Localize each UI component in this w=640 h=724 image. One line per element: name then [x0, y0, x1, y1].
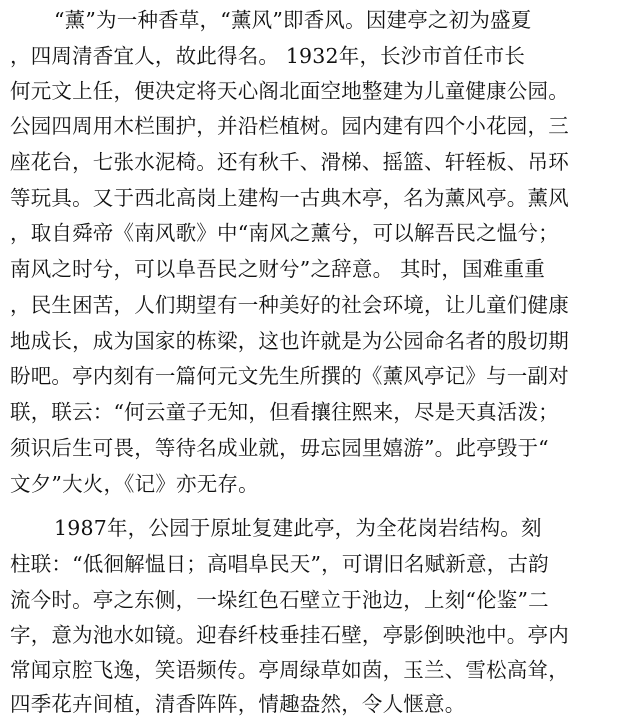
paragraph-line: 流今时。亭之东侧，一垛红色石壁立于池边，上刻“伦鉴”二	[10, 588, 549, 612]
paragraph-line: 南风之时兮，可以阜吾民之财兮”之辞意。 其时，国难重重	[10, 257, 545, 281]
paragraph-line: 文夕”大火，《记》亦无存。	[10, 472, 259, 496]
paragraph-line: 常闻京腔飞逸，笑语频传。亭周绿草如茵，玉兰、雪松高耸，	[10, 658, 569, 682]
paragraph-line: 何元文上任，便决定将天心阁北面空地整建为儿童健康公园。	[10, 79, 569, 103]
paragraph-line: 等玩具。又于西北高岗上建构一古典木亭，名为薰风亭。薰风	[10, 186, 569, 210]
paragraph-line: 地成长，成为国家的栋梁，这也许就是为公园命名者的殷切期	[10, 329, 569, 353]
paragraph-line: “薰”为一种香草，“薰风”即香风。因建亭之初为盛夏	[54, 8, 532, 32]
paragraph-line: ，民生困苦，人们期望有一种美好的社会环境，让儿童们健康	[10, 293, 569, 317]
paragraph-line: ，四周清香宜人，故此得名。 1932年，长沙市首任市长	[10, 44, 526, 68]
paragraph-line: 公园四周用木栏围护，并沿栏植树。园内建有四个小花园，三	[10, 114, 569, 138]
paragraph-line: 须识后生可畏，等待名成业就，毋忘园里嬉游”。此亭毁于“	[10, 436, 549, 460]
paragraph-line: 1987年，公园于原址复建此亭，为全花岗岩结构。刻	[54, 516, 542, 540]
paragraph-line: ，取自舜帝《南风歌》中“南风之薰兮，可以解吾民之愠兮；	[10, 221, 559, 245]
paragraph-line: 字，意为池水如镜。迎春纤枝垂挂石壁，亭影倒映池中。亭内	[10, 623, 569, 647]
paragraph-line: 座花台，七张水泥椅。还有秋千、滑梯、摇篮、轩轾板、吊环	[10, 150, 569, 174]
paragraph-line: 柱联：“低徊解愠日；高唱阜民天”，可谓旧名赋新意，古韵	[10, 552, 549, 576]
paragraph-line: 四季花卉间植，清香阵阵，情趣盎然，令人惬意。	[10, 692, 466, 716]
paragraph-line: 盼吧。亭内刻有一篇何元文先生所撰的《薰风亭记》与一副对	[10, 364, 569, 388]
paragraph-line: 联，联云：“何云童子无知，但看攘往熙来，尽是天真活泼；	[10, 400, 559, 424]
